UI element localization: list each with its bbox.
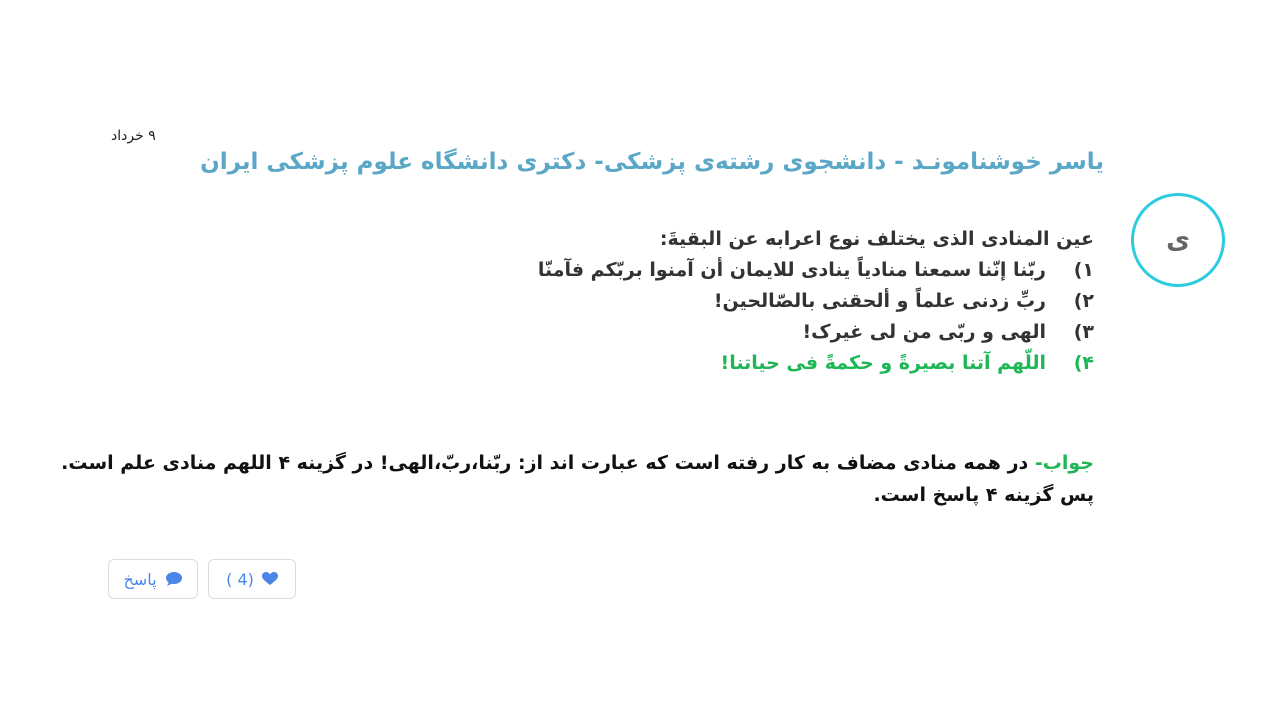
option-number: ۳) bbox=[1073, 321, 1094, 343]
speech-bubble-icon bbox=[165, 571, 183, 587]
option-text: الهی و ربّی من لی غیرک! bbox=[802, 321, 1046, 343]
option-number: ۴) bbox=[1073, 352, 1094, 374]
option-4-correct bbox=[394, 348, 1094, 379]
option-text: ربِّ زدنی علماً و ألحقنی بالصّالحین! bbox=[713, 290, 1046, 312]
answer-line-2: پس گزینه ۴ پاسخ است. bbox=[873, 484, 1094, 506]
option-3 bbox=[394, 317, 1094, 348]
question-prompt: عین المنادی الذی یختلف نوع اعرابه عن البقیةَ: bbox=[659, 228, 1094, 250]
post-date: ۹ خرداد bbox=[111, 128, 156, 144]
option-2 bbox=[394, 286, 1094, 317]
answer-label: جواب- bbox=[1034, 452, 1094, 474]
avatar-letter: ی bbox=[1166, 225, 1190, 255]
like-count: ( 4) bbox=[226, 569, 254, 589]
like-button[interactable] bbox=[208, 559, 296, 599]
answer-block bbox=[61, 447, 1094, 511]
reply-button[interactable] bbox=[108, 559, 198, 599]
option-number: ۲) bbox=[1073, 290, 1094, 312]
heart-icon bbox=[262, 572, 278, 586]
avatar[interactable] bbox=[1131, 193, 1225, 287]
author-name[interactable]: یاسر خوشنامونـد - دانشجوی رشته‌ی پزشکی- دکتری دانشگاه علوم پزشکی ایران bbox=[200, 149, 1104, 175]
option-number: ۱) bbox=[1073, 259, 1094, 281]
answer-text: در همه منادی مضاف به کار رفته است که عبارت اند از: ربّنا،ربّ،الهی! در گزینه ۴ اللهم منادی علم است. bbox=[61, 452, 1029, 474]
option-text: ربّنا إنّنا سمعنا منادیاً ینادی للایمان أن آمنوا بربّکم فآمنّا bbox=[537, 259, 1046, 281]
option-1 bbox=[394, 255, 1094, 286]
answer-line-1 bbox=[61, 447, 1094, 479]
post-actions bbox=[108, 559, 296, 599]
option-text: اللّهم آتنا بصیرةً و حکمةً فی حیاتنا! bbox=[720, 352, 1046, 374]
question-block bbox=[394, 224, 1094, 379]
reply-label: پاسخ bbox=[123, 569, 157, 589]
